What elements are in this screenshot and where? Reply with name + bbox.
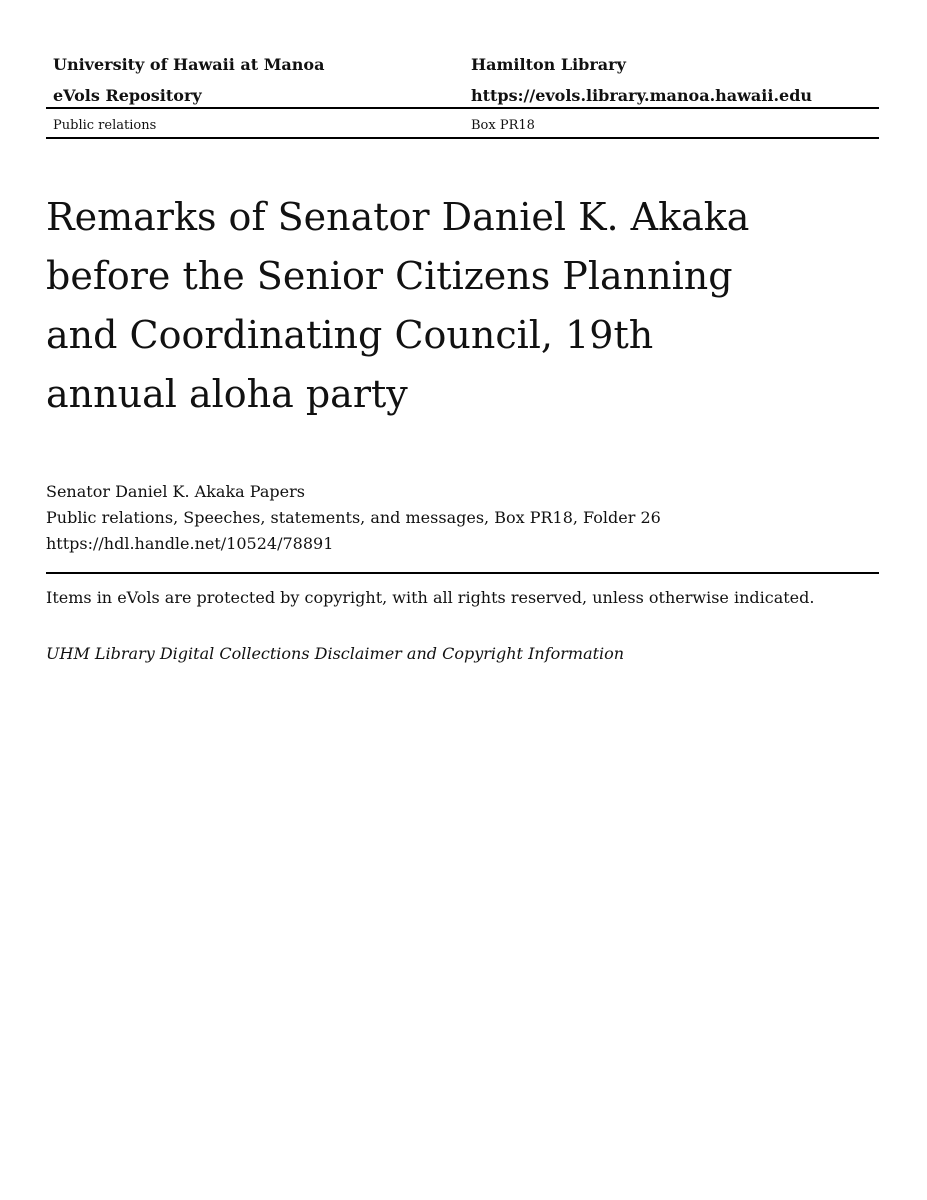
copyright-statement: Items in eVols are protected by copyright, with all rights reserved, unless otherwise indicated. xyxy=(46,588,815,607)
title-line-4: annual aloha party xyxy=(46,372,408,416)
document-metadata xyxy=(46,479,879,557)
handle-link[interactable]: https://hdl.handle.net/10524/78891 xyxy=(46,534,334,553)
disclaimer-link[interactable]: UHM Library Digital Collections Disclaimer and Copyright Information xyxy=(46,644,625,663)
library-name: Hamilton Library xyxy=(471,55,626,74)
title-line-1: Remarks of Senator Daniel K. Akaka xyxy=(46,195,750,239)
document-title xyxy=(46,188,806,424)
repository-name: eVols Repository xyxy=(53,86,202,105)
header-divider-top xyxy=(46,107,879,109)
document-page xyxy=(46,0,879,1200)
cover-header xyxy=(46,50,879,112)
series-label: Public relations xyxy=(53,118,157,133)
header-row-1 xyxy=(46,50,879,81)
header-divider-bottom xyxy=(46,137,879,139)
repository-url-link[interactable]: https://evols.library.manoa.hawaii.edu xyxy=(471,86,813,105)
collection-name: Senator Daniel K. Akaka Papers xyxy=(46,482,305,501)
title-line-3: and Coordinating Council, 19th xyxy=(46,313,654,357)
metadata-divider xyxy=(46,572,879,574)
institution-name: University of Hawaii at Manoa xyxy=(53,55,325,74)
folder-location: Public relations, Speeches, statements, and messages, Box PR18, Folder 26 xyxy=(46,508,661,527)
box-label: Box PR18 xyxy=(471,118,535,133)
title-line-2: before the Senior Citizens Planning xyxy=(46,254,733,298)
